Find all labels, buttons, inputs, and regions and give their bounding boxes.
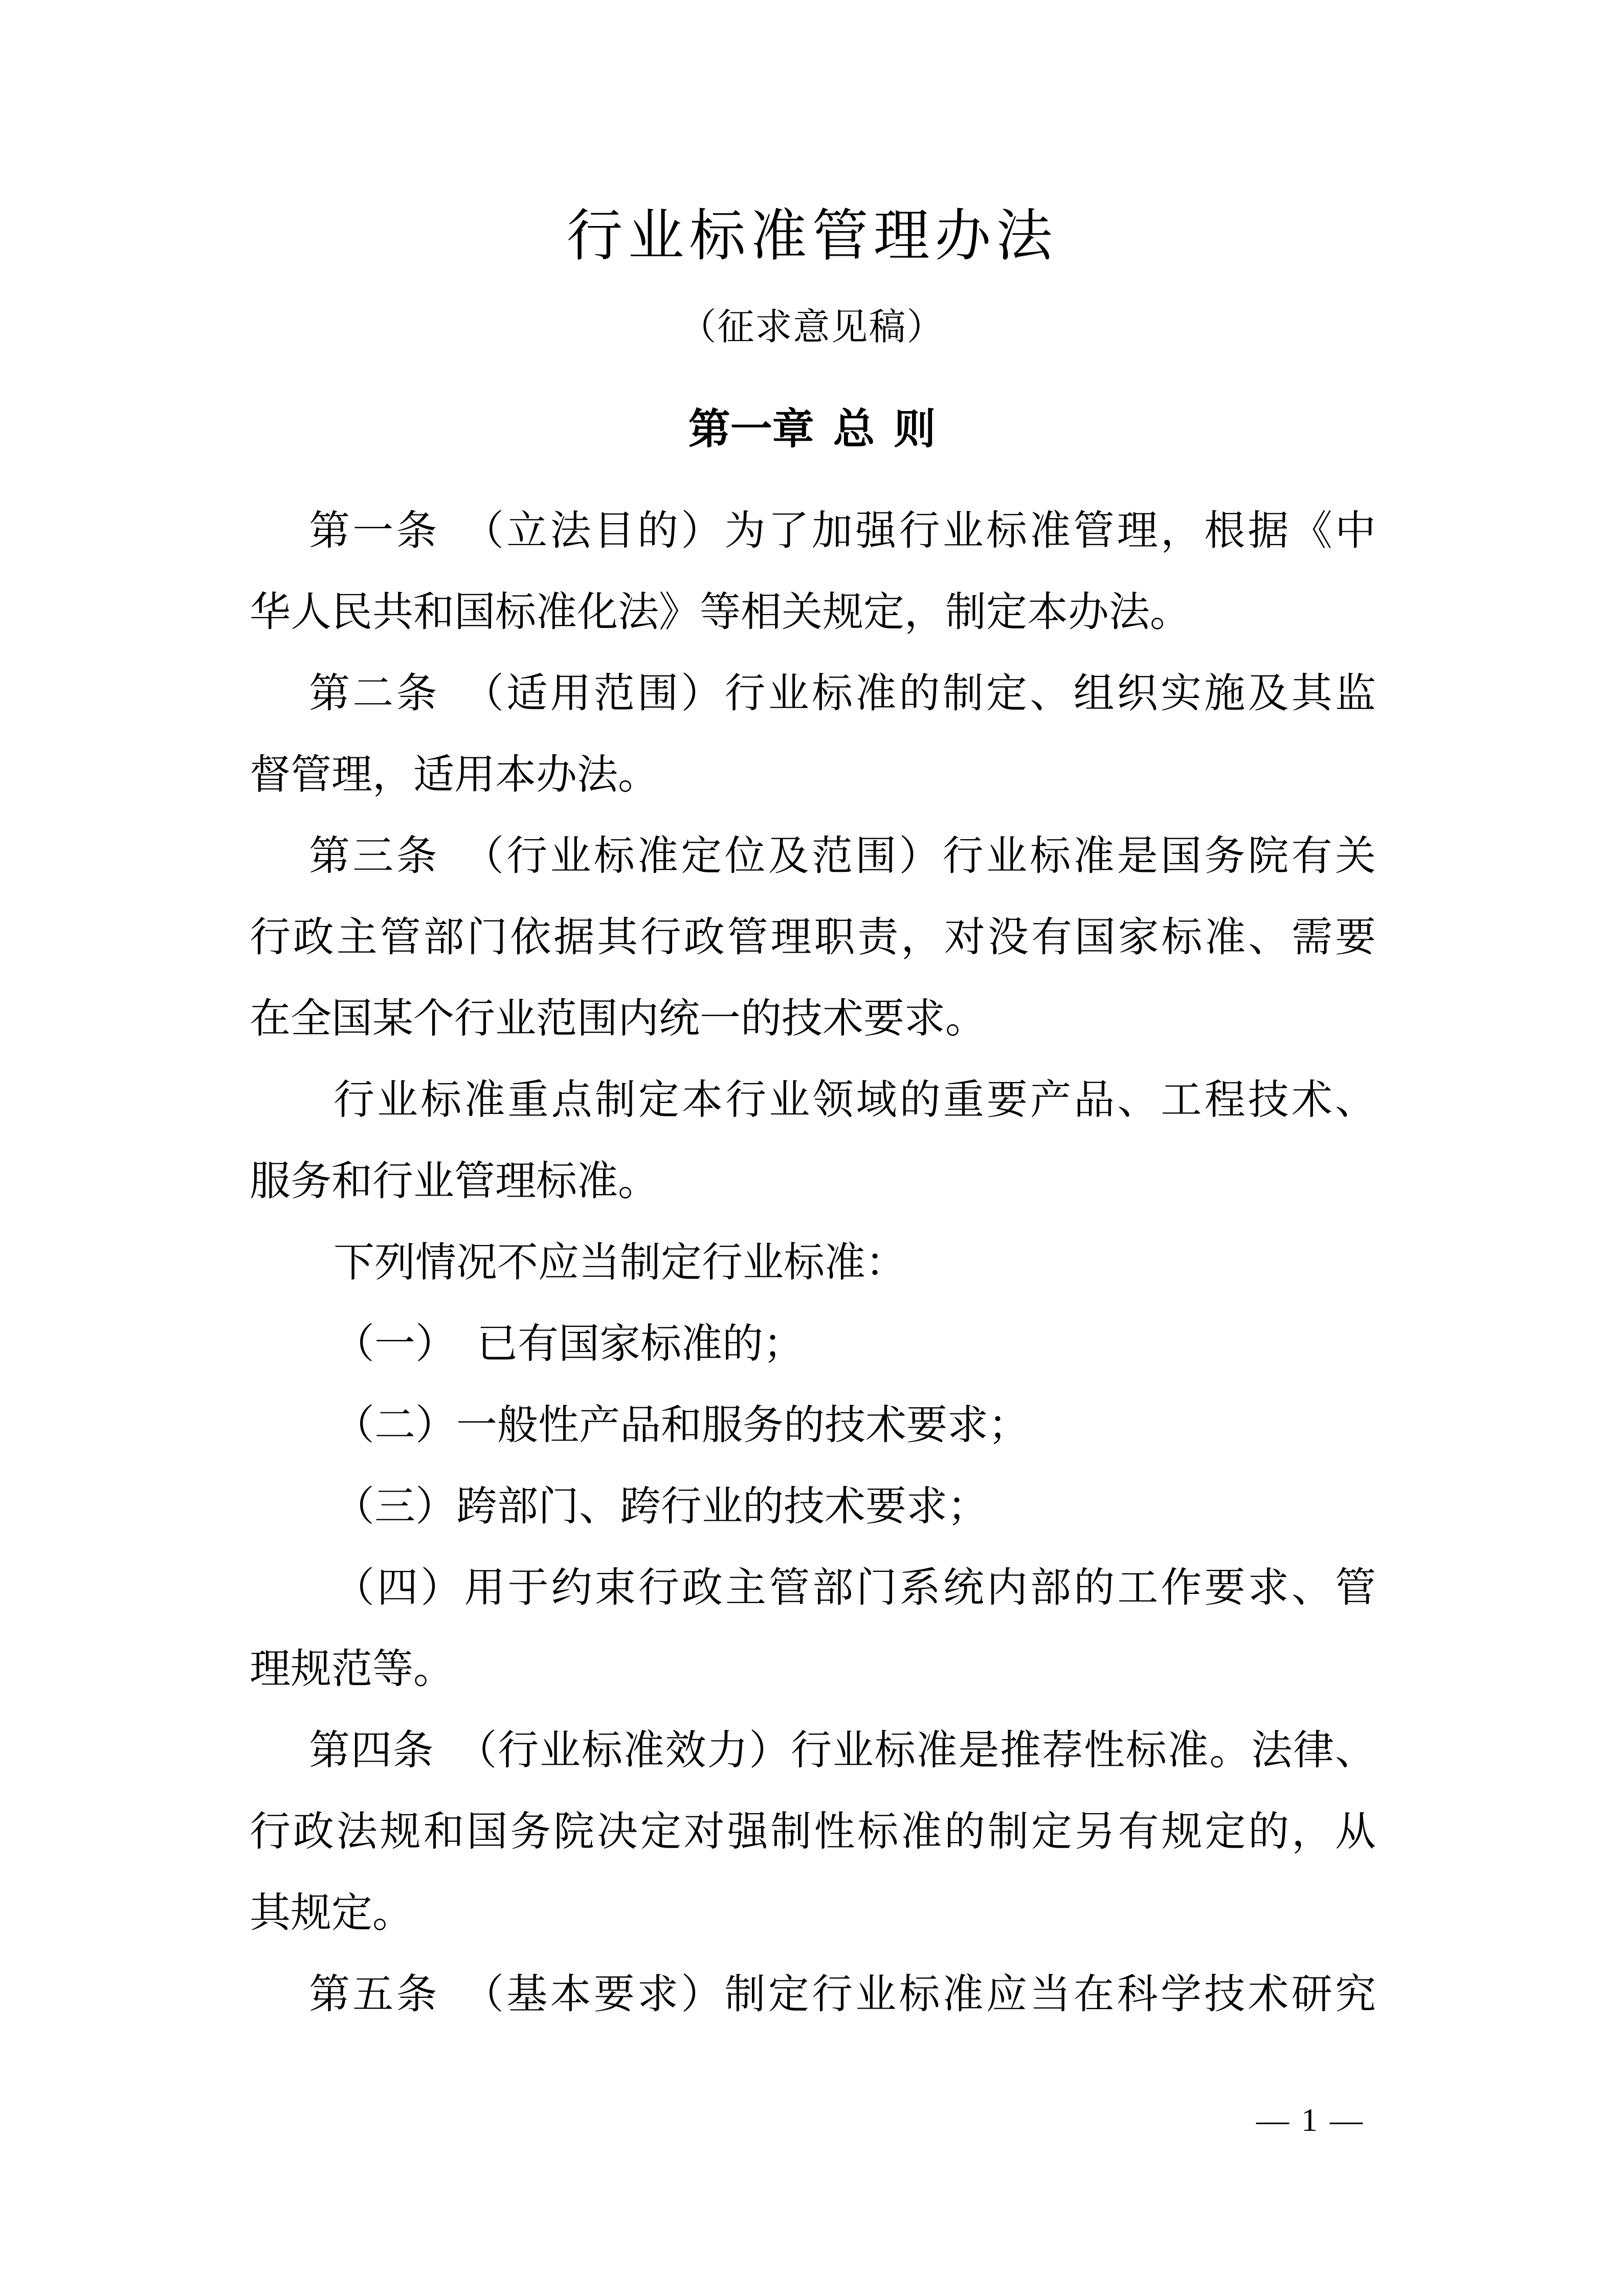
article-2-line-1: 第二条 （适用范围）行业标准的制定、组织实施及其监 [309,671,1376,716]
article-3-para-3-line-1: 下列情况不应当制定行业标准： [333,1241,906,1286]
list-item-4-line-2: 理规范等。 [250,1647,454,1692]
article-4-line-1: 第四条 （行业标准效力）行业标准是推荐性标准。法律、 [309,1728,1376,1773]
list-item-2: （二）一般性产品和服务的技术要求； [333,1403,1029,1448]
chapter-heading: 第一章 总 则 [688,406,936,453]
list-item-1: （一） 已有国家标准的； [333,1322,804,1367]
page-number: — 1 — [1256,2102,1365,2138]
document-title: 行业标准管理办法 [566,205,1058,267]
document-body [250,491,1376,2036]
article-3-line-2: 行政主管部门依据其行政管理职责，对没有国家标准、需要 [250,915,1376,960]
list-item-3: （三）跨部门、跨行业的技术要求； [333,1484,988,1529]
list-item-4-line-1: （四）用于约束行政主管部门系统内部的工作要求、管 [333,1566,1376,1611]
article-4-line-2: 行政法规和国务院决定对强制性标准的制定另有规定的，从 [250,1810,1376,1855]
article-3-line-1: 第三条 （行业标准定位及范围）行业标准是国务院有关 [309,834,1376,879]
article-3-line-3: 在全国某个行业范围内统一的技术要求。 [250,997,986,1042]
article-3-para-2-line-1: 行业标准重点制定本行业领域的重要产品、工程技术、 [333,1078,1376,1123]
article-2-line-2: 督管理，适用本办法。 [250,753,659,798]
article-1-line-1: 第一条 （立法目的）为了加强行业标准管理，根据《中 [309,509,1376,554]
document-subtitle: （征求意见稿） [679,307,945,348]
article-1-line-2: 华人民共和国标准化法》等相关规定，制定本办法。 [250,590,1191,635]
article-5-line-1: 第五条 （基本要求）制定行业标准应当在科学技术研究 [309,1972,1376,2017]
article-4-line-3: 其规定。 [250,1891,413,1936]
article-3-para-2-line-2: 服务和行业管理标准。 [250,1159,659,1204]
